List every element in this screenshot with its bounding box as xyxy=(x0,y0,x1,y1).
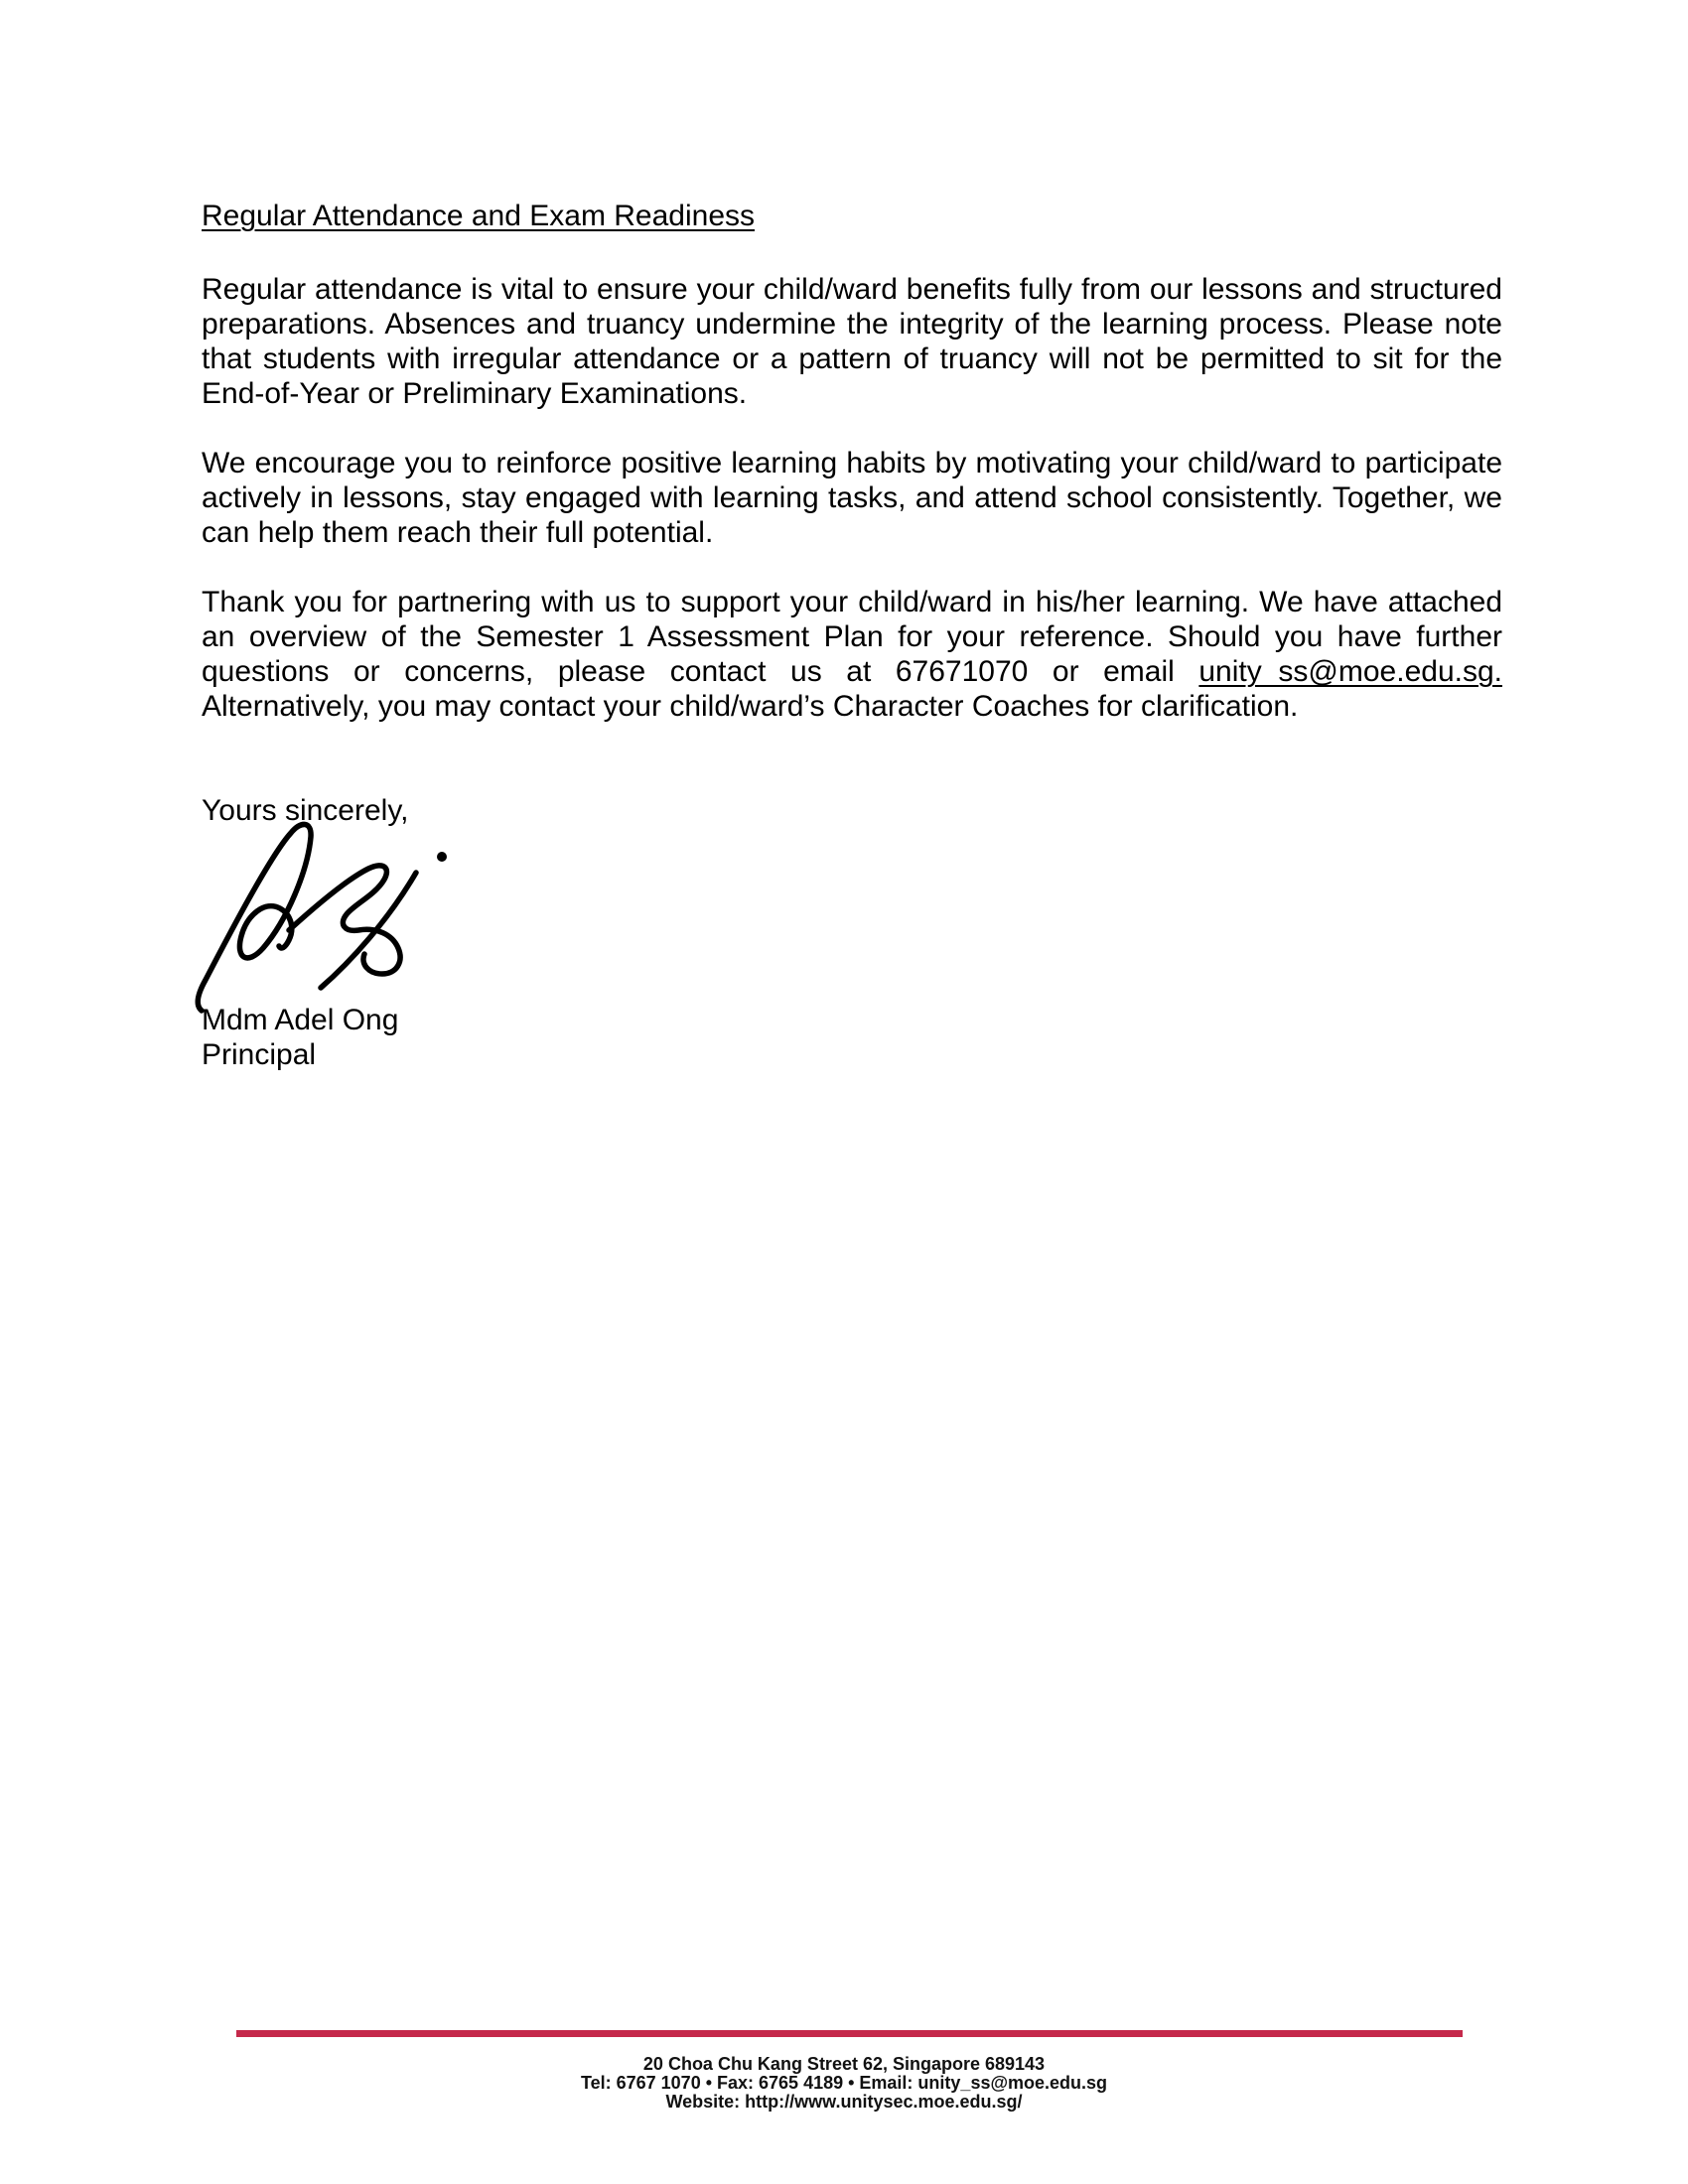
signer-name: Mdm Adel Ong xyxy=(202,1004,399,1036)
valediction: Yours sincerely, xyxy=(202,794,409,827)
paragraph-thanks-text-after: Alternatively, you may contact your child/ward’s Character Coaches for clarification. xyxy=(202,690,1299,723)
footer-website: Website: http://www.unitysec.moe.edu.sg/ xyxy=(665,2092,1023,2112)
paragraph-attendance: Regular attendance is vital to ensure your child/ward benefits fully from our lessons and structured preparations. Absences and truancy undermine the integrity of the learning process. Please note that students with irregular attendance or a pattern of truancy will not be permitted to sit for the End-of-Year or Preliminary Examinations. xyxy=(202,273,1502,410)
paragraph-thanks-text-before: Thank you for partnering with us to support your child/ward in his/her learning. We have attached an overview of the Semester 1 Assessment Plan for your reference. Should you have further questions or concerns, please contact us at 67671070 or email xyxy=(202,586,1502,688)
signature-icon xyxy=(194,813,452,1022)
letter-heading: Regular Attendance and Exam Readiness xyxy=(202,200,756,232)
footer-address: 20 Choa Chu Kang Street 62, Singapore 689143 xyxy=(642,2054,1046,2074)
signer-title: Principal xyxy=(202,1038,317,1071)
email-link[interactable]: unity_ss@moe.edu.sg. xyxy=(1198,655,1502,688)
letterhead-footer xyxy=(0,2055,1688,2112)
letter-body xyxy=(202,199,1502,1072)
signature-area xyxy=(202,828,1502,1003)
paragraph-encouragement: We encourage you to reinforce positive learning habits by motivating your child/ward to participate actively in lessons, stay engaged with learning tasks, and attend school consistently. Together, we can help them reach their full potential. xyxy=(202,447,1502,549)
footer-contact: Tel: 6767 1070 • Fax: 6765 4189 • Email: unity_ss@moe.edu.sg xyxy=(580,2073,1108,2093)
paragraph-thanks xyxy=(202,585,1502,724)
footer-accent-rule xyxy=(236,2030,1463,2037)
